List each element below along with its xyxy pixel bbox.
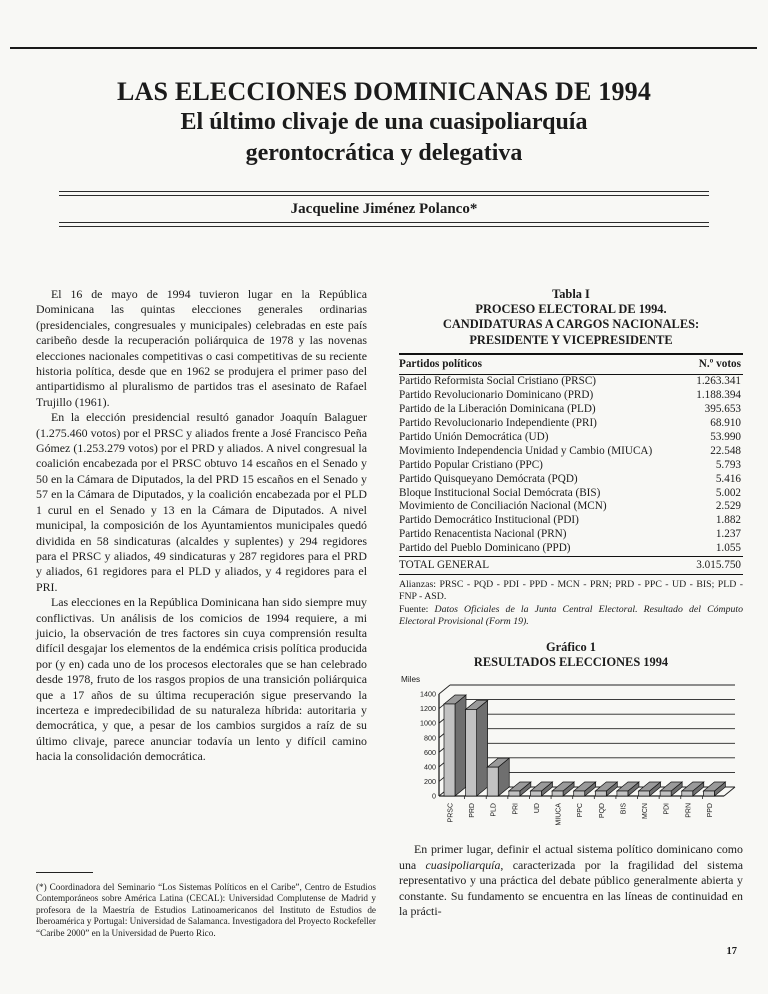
footnote-block [36,872,376,939]
author-name: Jacqueline Jiménez Polanco* [290,201,478,217]
table-row [399,528,743,542]
party-name-cell: Partido Quisqueyano Demócrata (PQD) [399,472,578,485]
total-votes: 3.015.750 [696,558,741,571]
party-name-cell: Partido del Pueblo Dominicano (PPD) [399,542,571,555]
title-line-1: LAS ELECCIONES DOMINICANAS DE 1994 [116,77,652,106]
svg-text:1400: 1400 [420,690,436,700]
votes-cell: 1.263.341 [696,375,741,388]
author-band [59,191,709,227]
table-row [399,403,743,417]
table-row [399,500,743,514]
svg-text:PRSC: PRSC [447,803,455,823]
table-caption [399,287,743,348]
body-paragraph-3: Las elecciones en la República Dominicana han sido siempre muy conflictivas. Un análisis de los comicios de 1994 requiere, a mi juicio, la observación de tres factores sin cuya comprensión resulta difícil desgajar los elementos de la endémica crisis política producida por (y en) cada uno de los procesos electorales que se han celebrado desde 1978, fruto de los rasgos propios de una transición poliárquica que a 17 años de su última recuperación sigue preservando la incerteza e impredecibilidad de su naturaleza híbrida: autoritaria y democrática, y que, a pesar de los cambios surgidos a raíz de su último clivaje, parece anunciar todavía un lento y difícil camino hacia la consolidación democrática. [36,595,367,764]
table-caption-line-2: PROCESO ELECTORAL DE 1994. [475,302,667,317]
votes-cell: 53.990 [710,431,741,444]
closing-paragraph-part-3: , caracterizada por la fragilidad del sistema representativo y una práctica del debate público generalmente abierta y constante. Su fundamento se encuentra en las líneas de continuidad en la prácti- [399,857,743,919]
closing-paragraph-part-1: En primer lugar, definir el actual sistema político dominicano como una [399,842,743,872]
closing-paragraph-italic: cuasipoliarquía [425,857,501,872]
table-header-parties: Partidos políticos [399,357,482,370]
page-number: 17 [726,946,737,957]
table-row [399,486,743,500]
votes-cell: 1.237 [715,528,741,541]
table-body [399,375,743,556]
svg-text:UD: UD [533,803,541,814]
table-row [399,472,743,486]
table-caption-line-4: PRESIDENTE Y VICEPRESIDENTE [469,332,673,347]
party-name-cell: Partido de la Liberación Dominicana (PLD) [399,403,596,416]
svg-text:PRD: PRD [469,803,477,819]
svg-text:MIUCA: MIUCA [555,803,563,826]
footnote-text: (*) Coordinadora del Seminario “Los Sistemas Políticos en el Caribe”, Centro de Estudios Contemporáneos sobre América Latina (CECAL): Universidad Complutense de Madrid y profesora de la Maestría de Estudios Latinoamericanos del Instituto de Estudios de Iberoamérica y Portugal: Universidad de Salamanca. Investigadora del Proyecto Rockefeller “Caribe 2000” en la Universidad de Puerto Rico. [36,882,376,938]
party-name-cell: Partido Popular Cristiano (PPC) [399,458,543,471]
author-rule-bottom [59,222,709,227]
votes-cell: 1.188.394 [696,389,741,402]
table-notes [399,579,743,628]
svg-text:200: 200 [424,777,436,787]
table-row [399,459,743,473]
svg-text:400: 400 [424,762,436,772]
votes-cell: 22.548 [710,444,741,457]
top-horizontal-rule [10,47,757,49]
svg-text:PQD: PQD [598,803,606,819]
fuente-label: Fuente: [399,603,435,615]
table-caption-line-3: CANDIDATURAS A CARGOS NACIONALES: [442,317,700,332]
election-bar-chart [399,674,743,842]
svg-text:PLD: PLD [490,803,498,818]
svg-text:800: 800 [424,733,436,743]
table-header-votes: N.º votos [698,357,741,370]
party-name-cell: Partido Revolucionario Independiente (PRI) [399,417,597,430]
chart-caption-line-1: Gráfico 1 [546,640,596,655]
party-name-cell: Movimiento Independencia Unidad y Cambio (MIUCA) [399,444,653,457]
party-name-cell: Partido Democrático Institucional (PDI) [399,514,579,527]
votes-cell: 395.653 [704,403,741,416]
right-column [399,287,743,919]
svg-text:0: 0 [432,792,436,802]
closing-paragraph [399,842,743,919]
svg-text:Miles: Miles [401,675,421,685]
chart-caption [399,640,743,670]
svg-text:BIS: BIS [620,803,628,815]
table-caption-line-1: Tabla I [552,287,590,301]
votes-cell: 5.416 [715,472,741,485]
party-name-cell: Partido Unión Democrática (UD) [399,431,549,444]
left-column [36,287,367,765]
svg-text:600: 600 [424,748,436,758]
footnote-rule [36,872,93,873]
table-total-row [399,556,743,575]
body-paragraph-1: El 16 de mayo de 1994 tuvieron lugar en la República Dominicana las quintas elecciones generales ordinarias (presidenciales, congresuales y municipales) celebradas en este país caribeño desde la recuperación poliárquica de 1978 y las novenas elecciones nacionales competitivas o casi competitivas de su reciente historia política, desde que en 1962 se produjera el primer paso del antipartidismo al pluralismo de partidos tras el asesinato de Rafael Trujillo (1961). [36,287,367,409]
election-results-table [399,353,743,575]
article-title [0,76,768,169]
votes-cell: 5.002 [715,486,741,499]
svg-text:1200: 1200 [420,704,436,714]
votes-cell: 1.882 [715,514,741,527]
svg-text:PRN: PRN [685,803,693,819]
party-name-cell: Partido Renacentista Nacional (PRN) [399,528,567,541]
note-fuente [399,604,743,628]
title-line-3: gerontocrática y delegativa [245,140,523,166]
party-name-cell: Partido Reformista Social Cristiano (PRSC) [399,375,597,388]
svg-text:PPC: PPC [577,803,585,818]
total-label: TOTAL GENERAL [399,558,490,571]
votes-cell: 5.793 [715,458,741,471]
table-row [399,431,743,445]
party-name-cell: Partido Revolucionario Dominicano (PRD) [399,389,594,402]
svg-text:PRI: PRI [512,803,520,816]
note-alianzas: Alianzas: PRSC - PQD - PDI - PPD - MCN - PRN; PRD - PPC - UD - BIS; PLD - FNP - ASD. [399,579,743,603]
votes-cell: 1.055 [715,542,741,555]
table-row [399,389,743,403]
table-header-row [399,353,743,375]
table-row [399,417,743,431]
table-row [399,542,743,556]
table-row [399,375,743,389]
table-row [399,445,743,459]
table-row [399,514,743,528]
svg-text:MCN: MCN [642,803,650,820]
votes-cell: 2.529 [715,500,741,513]
svg-text:PPD: PPD [706,803,714,818]
svg-text:PDI: PDI [663,803,671,816]
title-line-2: El último clivaje de una cuasipoliarquía [180,109,588,135]
votes-cell: 68.910 [710,417,741,430]
party-name-cell: Bloque Institucional Social Demócrata (BIS) [399,486,601,499]
fuente-text: Datos Oficiales de la Junta Central Electoral. Resultado del Cómputo Electoral Provisional (Form 19). [399,603,743,627]
body-paragraph-2: En la elección presidencial resultó ganador Joaquín Balaguer (1.275.460 votos) por el PRSC y aliados frente a José Francisco Peña Gómez (1.253.279 votos) por el PRD y aliados. A nivel congresual la coalición encabezada por el PRSC obtuvo 14 escaños en el Senado y 50 en la Cámara de Diputados, la del PRD 15 escaños en el Senado y 57 en la Cámara de Diputados, y la coalición encabezada por el PLD 1 curul en el Senado y 13 en la Cámara de Diputados. A nivel municipal, la composición de los Ayuntamientos municipales quedó dividida en 58 sindicaturas (alcaldes y suplentes) y 294 regidores para el PRSC y aliados, 49 sindicaturas y 287 regidores para el PRD y aliados, 61 regidores para el PLD y aliados, y 4 regidores para el PRI. [36,410,367,594]
svg-text:1000: 1000 [420,719,436,729]
party-name-cell: Movimiento de Conciliación Nacional (MCN) [399,500,607,513]
chart-caption-line-2: RESULTADOS ELECCIONES 1994 [473,655,669,670]
